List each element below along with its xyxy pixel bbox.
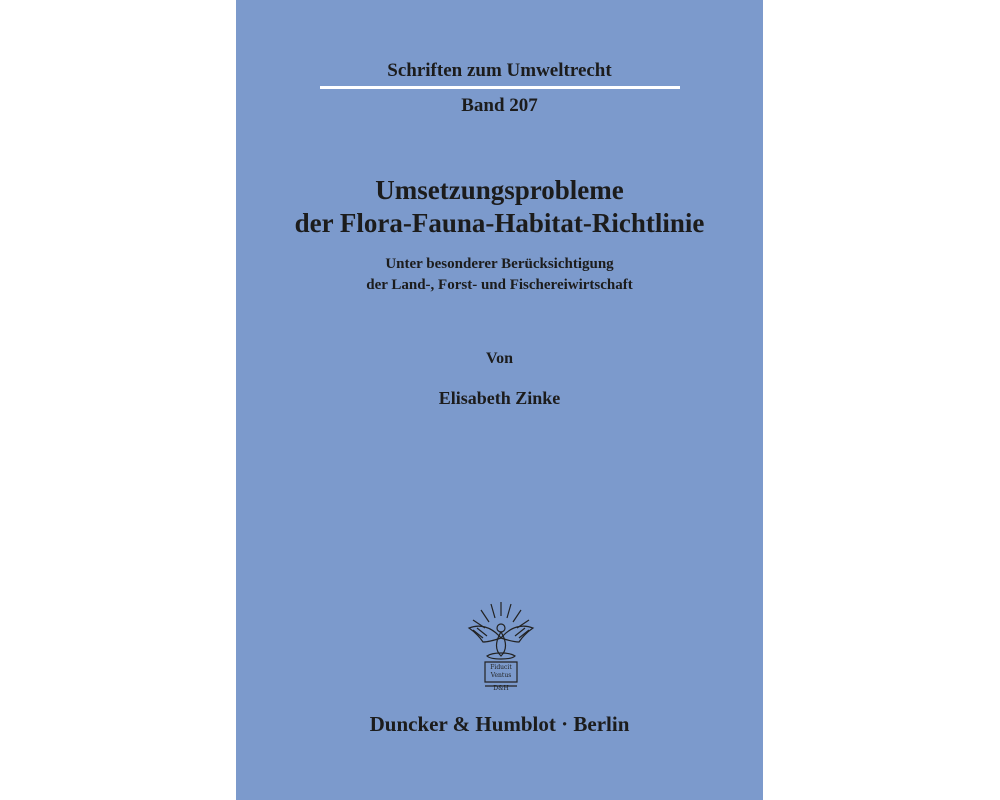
book-title-line-2: der Flora-Fauna-Habitat-Richtlinie (294, 208, 705, 238)
book-subtitle (236, 254, 763, 296)
book-cover (236, 0, 763, 800)
series-title: Schriften zum Umweltrecht (387, 60, 612, 81)
series-divider (320, 86, 680, 89)
logo-lettering-1: Fiducit (490, 664, 512, 671)
volume-number: Band 207 (461, 95, 538, 116)
book-title-line-1: Umsetzungsprobleme (375, 175, 624, 205)
logo-lettering-2: Ventus (490, 672, 512, 679)
book-subtitle-line-2: der Land-, Forst- und Fischereiwirtschaft (366, 277, 633, 293)
author-name: Elisabeth Zinke (438, 388, 561, 408)
book-subtitle-line-1: Unter besonderer Berücksichtigung (385, 256, 614, 272)
publisher-imprint: Duncker & Humblot · Berlin (369, 712, 630, 736)
logo-lettering-3: D&H (493, 685, 509, 690)
by-label: Von (486, 350, 513, 367)
book-title (236, 174, 763, 240)
phoenix-emblem-icon (461, 598, 541, 690)
